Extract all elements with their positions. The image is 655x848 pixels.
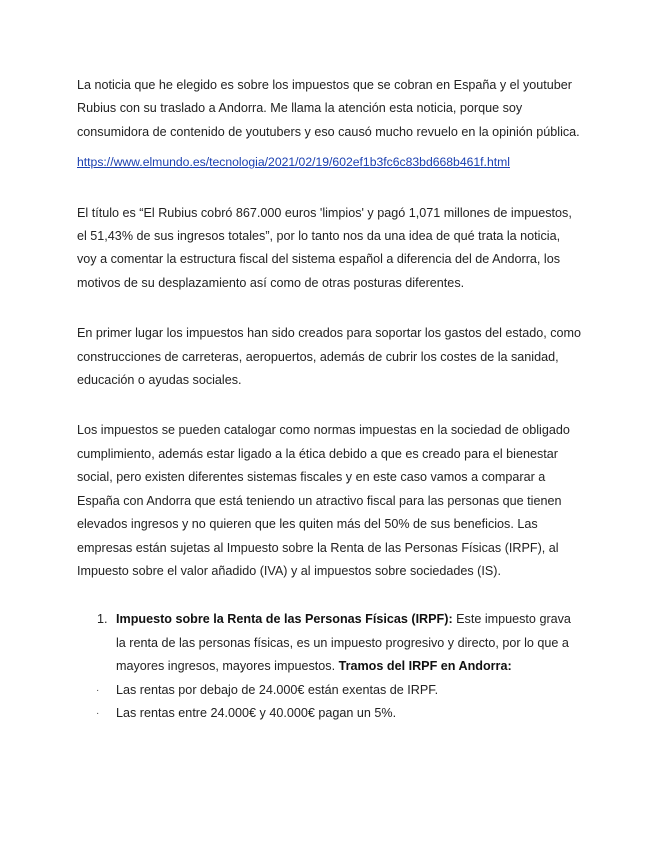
tax-list	[77, 608, 582, 725]
document-page	[77, 74, 582, 725]
list-item	[77, 608, 582, 678]
list-item-subheading: Tramos del IRPF en Andorra:	[338, 659, 512, 674]
catalog-paragraph: Los impuestos se pueden catalogar como normas impuestas en la sociedad de obligado cumplimiento, además estar ligado a la ética debido a que es creado para el bienestar social, pero existen diferentes sistemas fiscales y en este caso vamos a comparar a España con Andorra que está teniendo un atractivo fiscal para las personas que tienen elevados ingresos y no quieren que les quiten más del 50% de sus beneficios. Las empresas están sujetas al Impuesto sobre la Renta de las Personas Físicas (IRPF), al Impuesto sobre el valor añadido (IVA) y al impuestos sobre sociedades (IS).	[77, 423, 570, 578]
bullet-mark: ·	[96, 707, 100, 719]
article-link-paragraph	[77, 151, 582, 174]
list-number: 1.	[97, 612, 108, 627]
bullet-item	[77, 679, 582, 702]
list-item-heading: Impuesto sobre la Renta de las Personas Físicas (IRPF):	[116, 612, 453, 627]
article-link[interactable]: https://www.elmundo.es/tecnologia/2021/02/19/602ef1b3fc6c83bd668b461f.html	[77, 155, 510, 170]
bullet-text: Las rentas por debajo de 24.000€ están exentas de IRPF.	[116, 682, 439, 697]
bullet-text: Las rentas entre 24.000€ y 40.000€ pagan un 5%.	[116, 705, 397, 720]
purpose-paragraph: En primer lugar los impuestos han sido creados para soportar los gastos del estado, como construcciones de carreteras, aeropuertos, además de cubrir los costes de la sanidad, educación o ayudas sociales.	[77, 326, 582, 388]
intro-paragraph: La noticia que he elegido es sobre los impuestos que se cobran en España y el youtuber Rubius con su traslado a Andorra. Me llama la atención esta noticia, porque soy consumidora de contenido de youtubers y eso causó mucho revuelo en la opinión pública.	[77, 78, 580, 139]
bullet-mark: ·	[96, 684, 100, 696]
title-paragraph: El título es “El Rubius cobró 867.000 euros 'limpios' y pagó 1,071 millones de impuestos, el 51,43% de sus ingresos totales”, por lo tanto nos da una idea de qué trata la noticia, voy a comentar la estructura fiscal del sistema español a diferencia del de Andorra, los motivos de su desplazamiento así como de otras posturas diferentes.	[77, 205, 572, 290]
bullet-item	[77, 702, 582, 725]
list-item-text: Este impuesto grava la renta de las personas físicas, es un impuesto progresivo y directo, por lo que a mayores ingresos, mayores impuestos.	[116, 612, 571, 674]
